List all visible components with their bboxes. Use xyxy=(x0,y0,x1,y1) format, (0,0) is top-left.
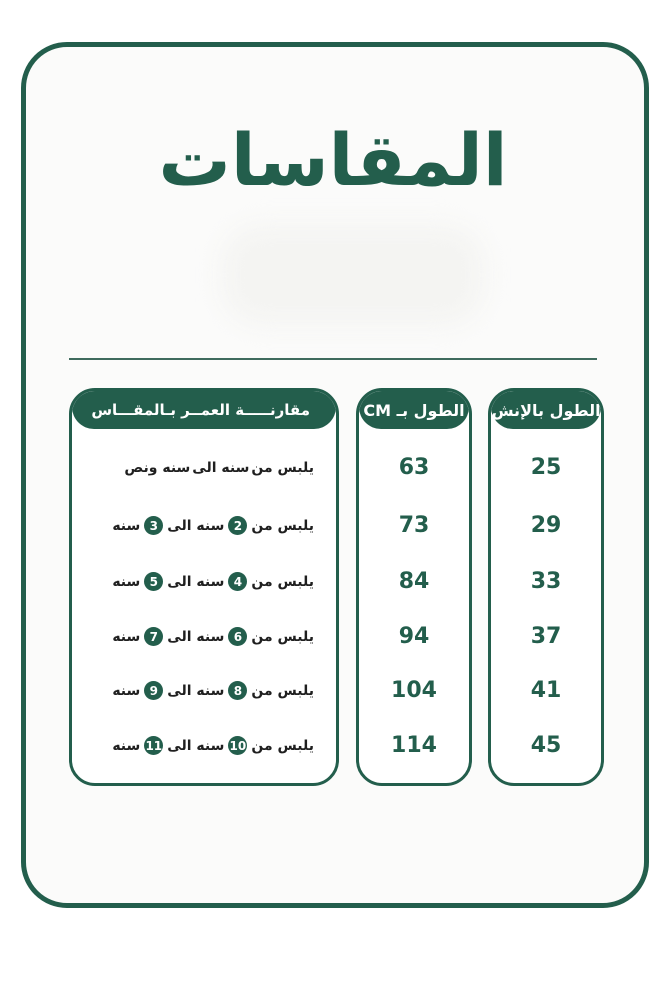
inch-value: 25 xyxy=(530,455,562,480)
inch-value: 33 xyxy=(530,569,562,594)
age-row xyxy=(124,460,314,476)
cm-column-header: الطول بـ CM xyxy=(359,391,469,429)
age-row-suffix: سنه ونص xyxy=(124,460,191,476)
age-from-badge: 10 xyxy=(228,736,247,755)
age-row-suffix: سنه xyxy=(112,628,141,645)
cm-value: 63 xyxy=(398,455,430,480)
cm-column xyxy=(356,388,472,786)
cm-value: 84 xyxy=(398,569,430,594)
inch-column-header: الطول بالإنش xyxy=(491,391,601,429)
age-row-prefix: يلبس من xyxy=(251,682,314,699)
age-row-suffix: سنه xyxy=(112,737,141,754)
age-row-prefix: يلبس من xyxy=(251,517,314,534)
age-row-mid: سنه الى xyxy=(167,682,225,699)
age-to-badge: 11 xyxy=(144,736,163,755)
age-row-mid: سنه الى xyxy=(192,460,250,476)
age-row-mid: سنه الى xyxy=(167,737,225,754)
age-row-mid: سنه الى xyxy=(167,628,225,645)
age-row-prefix: يلبس من xyxy=(251,628,314,645)
age-from-badge: 4 xyxy=(228,572,247,591)
age-row xyxy=(112,572,314,591)
age-row-mid: سنه الى xyxy=(167,573,225,590)
age-from-badge: 6 xyxy=(228,627,247,646)
age-row xyxy=(112,736,314,755)
age-row-suffix: سنه xyxy=(112,517,141,534)
age-column-header: مقارنـــــة العمــر بـالمقـــاس xyxy=(72,391,336,429)
inch-value: 45 xyxy=(530,733,562,758)
inch-value: 41 xyxy=(530,678,562,703)
cm-value: 73 xyxy=(398,513,430,538)
age-to-badge: 7 xyxy=(144,627,163,646)
cm-value: 104 xyxy=(391,678,437,703)
age-to-badge: 3 xyxy=(144,516,163,535)
age-row xyxy=(112,516,314,535)
age-row-prefix: يلبس من xyxy=(251,460,314,476)
cm-value: 94 xyxy=(398,624,430,649)
age-row-suffix: سنه xyxy=(112,573,141,590)
age-row xyxy=(112,627,314,646)
age-to-badge: 9 xyxy=(144,681,163,700)
inch-column xyxy=(488,388,604,786)
blurred-area xyxy=(222,225,484,325)
age-row-prefix: يلبس من xyxy=(251,573,314,590)
age-row-prefix: يلبس من xyxy=(251,737,314,754)
age-from-badge: 2 xyxy=(228,516,247,535)
inch-value: 29 xyxy=(530,513,562,538)
age-row-mid: سنه الى xyxy=(167,517,225,534)
age-to-badge: 5 xyxy=(144,572,163,591)
divider xyxy=(69,358,597,360)
age-row-suffix: سنه xyxy=(112,682,141,699)
age-row xyxy=(112,681,314,700)
inch-value: 37 xyxy=(530,624,562,649)
age-from-badge: 8 xyxy=(228,681,247,700)
cm-value: 114 xyxy=(391,733,437,758)
age-column xyxy=(69,388,339,786)
page-title: المقاسات xyxy=(158,118,508,202)
